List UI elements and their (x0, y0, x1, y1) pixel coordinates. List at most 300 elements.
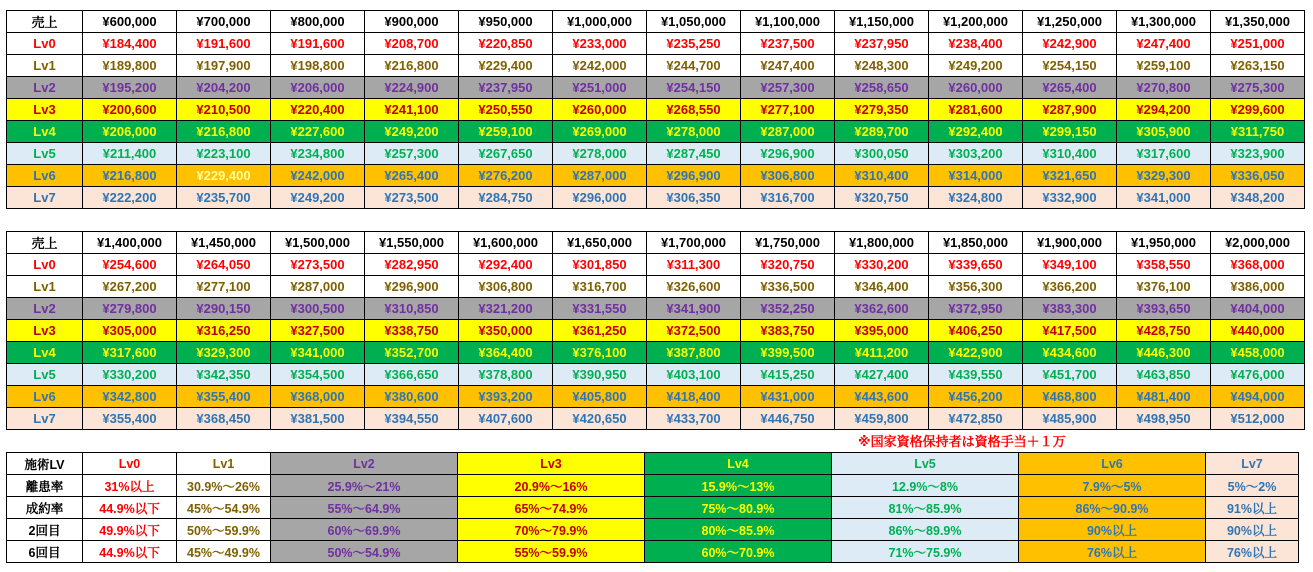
salary-value-cell[interactable]: ¥411,200 (835, 342, 929, 364)
salary-value-cell[interactable]: ¥330,200 (83, 364, 177, 386)
salary-value-cell[interactable]: ¥320,750 (835, 187, 929, 209)
salary-value-cell[interactable]: ¥387,800 (647, 342, 741, 364)
criteria-value-cell[interactable]: 49.9%以下 (83, 519, 177, 541)
sales-amount-cell[interactable]: ¥1,100,000 (741, 11, 835, 33)
criteria-value-cell[interactable]: 90%以上 (1206, 519, 1299, 541)
metric-label-cell[interactable]: 成約率 (7, 497, 83, 519)
salary-value-cell[interactable]: ¥310,400 (1023, 143, 1117, 165)
salary-value-cell[interactable]: ¥440,000 (1211, 320, 1305, 342)
salary-value-cell[interactable]: ¥338,750 (365, 320, 459, 342)
criteria-value-cell[interactable]: 80%〜85.9% (645, 519, 832, 541)
criteria-value-cell[interactable]: 44.9%以下 (83, 541, 177, 563)
header-label-cell[interactable]: 売上 (7, 232, 83, 254)
level-header-cell[interactable]: Lv7 (1206, 453, 1299, 475)
criteria-value-cell[interactable]: 45%〜54.9% (177, 497, 271, 519)
salary-value-cell[interactable]: ¥390,950 (553, 364, 647, 386)
salary-value-cell[interactable]: ¥278,000 (553, 143, 647, 165)
salary-value-cell[interactable]: ¥356,300 (929, 276, 1023, 298)
level-label-cell[interactable]: Lv0 (7, 33, 83, 55)
salary-value-cell[interactable]: ¥422,900 (929, 342, 1023, 364)
level-label-cell[interactable]: Lv2 (7, 298, 83, 320)
criteria-value-cell[interactable]: 20.9%〜16% (458, 475, 645, 497)
salary-value-cell[interactable]: ¥320,750 (741, 254, 835, 276)
criteria-value-cell[interactable]: 5%〜2% (1206, 475, 1299, 497)
salary-value-cell[interactable]: ¥342,800 (83, 386, 177, 408)
salary-value-cell[interactable]: ¥233,000 (553, 33, 647, 55)
salary-value-cell[interactable]: ¥350,000 (459, 320, 553, 342)
sales-amount-cell[interactable]: ¥1,600,000 (459, 232, 553, 254)
criteria-value-cell[interactable]: 44.9%以下 (83, 497, 177, 519)
sales-amount-cell[interactable]: ¥1,300,000 (1117, 11, 1211, 33)
salary-value-cell[interactable]: ¥405,800 (553, 386, 647, 408)
salary-value-cell[interactable]: ¥336,500 (741, 276, 835, 298)
salary-value-cell[interactable]: ¥434,600 (1023, 342, 1117, 364)
salary-value-cell[interactable]: ¥237,950 (459, 77, 553, 99)
salary-value-cell[interactable]: ¥191,600 (177, 33, 271, 55)
salary-value-cell[interactable]: ¥267,650 (459, 143, 553, 165)
criteria-value-cell[interactable]: 31%以上 (83, 475, 177, 497)
salary-value-cell[interactable]: ¥306,800 (459, 276, 553, 298)
criteria-value-cell[interactable]: 86%〜89.9% (832, 519, 1019, 541)
salary-value-cell[interactable]: ¥257,300 (365, 143, 459, 165)
table-row (7, 276, 1305, 298)
salary-value-cell[interactable]: ¥494,000 (1211, 386, 1305, 408)
salary-value-cell[interactable]: ¥352,250 (741, 298, 835, 320)
salary-value-cell[interactable]: ¥264,050 (177, 254, 271, 276)
sales-amount-cell[interactable]: ¥1,900,000 (1023, 232, 1117, 254)
salary-value-cell[interactable]: ¥364,400 (459, 342, 553, 364)
salary-value-cell[interactable]: ¥222,200 (83, 187, 177, 209)
salary-value-cell[interactable]: ¥254,150 (647, 77, 741, 99)
salary-value-cell[interactable]: ¥376,100 (553, 342, 647, 364)
salary-value-cell[interactable]: ¥210,500 (177, 99, 271, 121)
salary-value-cell[interactable]: ¥342,350 (177, 364, 271, 386)
salary-value-cell[interactable]: ¥249,200 (365, 121, 459, 143)
salary-value-cell[interactable]: ¥326,600 (647, 276, 741, 298)
salary-value-cell[interactable]: ¥191,600 (271, 33, 365, 55)
criteria-value-cell[interactable]: 81%〜85.9% (832, 497, 1019, 519)
sales-amount-cell[interactable]: ¥2,000,000 (1211, 232, 1305, 254)
salary-value-cell[interactable]: ¥395,000 (835, 320, 929, 342)
level-header-cell[interactable]: Lv0 (83, 453, 177, 475)
salary-value-cell[interactable]: ¥268,550 (647, 99, 741, 121)
salary-value-cell[interactable]: ¥292,400 (929, 121, 1023, 143)
salary-value-cell[interactable]: ¥349,100 (1023, 254, 1117, 276)
salary-value-cell[interactable]: ¥476,000 (1211, 364, 1305, 386)
level-header-cell[interactable]: Lv3 (458, 453, 645, 475)
salary-value-cell[interactable]: ¥216,800 (365, 55, 459, 77)
salary-value-cell[interactable]: ¥263,150 (1211, 55, 1305, 77)
salary-value-cell[interactable]: ¥247,400 (741, 55, 835, 77)
salary-value-cell[interactable]: ¥211,400 (83, 143, 177, 165)
criteria-value-cell[interactable]: 60%〜70.9% (645, 541, 832, 563)
salary-value-cell[interactable]: ¥372,500 (647, 320, 741, 342)
salary-value-cell[interactable]: ¥355,400 (83, 408, 177, 430)
salary-value-cell[interactable]: ¥329,300 (1117, 165, 1211, 187)
level-header-cell[interactable]: Lv1 (177, 453, 271, 475)
salary-value-cell[interactable]: ¥368,000 (1211, 254, 1305, 276)
salary-value-cell[interactable]: ¥327,500 (271, 320, 365, 342)
sales-amount-cell[interactable]: ¥1,350,000 (1211, 11, 1305, 33)
sales-amount-cell[interactable]: ¥1,850,000 (929, 232, 1023, 254)
salary-value-cell[interactable]: ¥296,900 (647, 165, 741, 187)
level-header-cell[interactable]: Lv5 (832, 453, 1019, 475)
salary-value-cell[interactable]: ¥336,050 (1211, 165, 1305, 187)
salary-value-cell[interactable]: ¥341,000 (1117, 187, 1211, 209)
salary-value-cell[interactable]: ¥294,200 (1117, 99, 1211, 121)
salary-value-cell[interactable]: ¥459,800 (835, 408, 929, 430)
salary-value-cell[interactable]: ¥341,000 (271, 342, 365, 364)
salary-value-cell[interactable]: ¥456,200 (929, 386, 1023, 408)
salary-value-cell[interactable]: ¥206,000 (83, 121, 177, 143)
salary-value-cell[interactable]: ¥418,400 (647, 386, 741, 408)
salary-value-cell[interactable]: ¥321,200 (459, 298, 553, 320)
salary-value-cell[interactable]: ¥376,100 (1117, 276, 1211, 298)
salary-value-cell[interactable]: ¥446,300 (1117, 342, 1211, 364)
salary-value-cell[interactable]: ¥324,800 (929, 187, 1023, 209)
salary-value-cell[interactable]: ¥393,200 (459, 386, 553, 408)
salary-value-cell[interactable]: ¥383,750 (741, 320, 835, 342)
salary-value-cell[interactable]: ¥311,750 (1211, 121, 1305, 143)
salary-value-cell[interactable]: ¥277,100 (177, 276, 271, 298)
metric-label-cell[interactable]: 6回目 (7, 541, 83, 563)
salary-value-cell[interactable]: ¥258,650 (835, 77, 929, 99)
salary-value-cell[interactable]: ¥249,200 (271, 187, 365, 209)
salary-value-cell[interactable]: ¥317,600 (1117, 143, 1211, 165)
salary-value-cell[interactable]: ¥235,250 (647, 33, 741, 55)
salary-value-cell[interactable]: ¥260,000 (929, 77, 1023, 99)
salary-value-cell[interactable]: ¥348,200 (1211, 187, 1305, 209)
salary-value-cell[interactable]: ¥358,550 (1117, 254, 1211, 276)
salary-value-cell[interactable]: ¥316,700 (553, 276, 647, 298)
sales-amount-cell[interactable]: ¥1,750,000 (741, 232, 835, 254)
salary-value-cell[interactable]: ¥296,900 (741, 143, 835, 165)
salary-value-cell[interactable]: ¥330,200 (835, 254, 929, 276)
salary-value-cell[interactable]: ¥362,600 (835, 298, 929, 320)
level-label-cell[interactable]: Lv6 (7, 386, 83, 408)
salary-value-cell[interactable]: ¥287,000 (553, 165, 647, 187)
salary-value-cell[interactable]: ¥451,700 (1023, 364, 1117, 386)
salary-value-cell[interactable]: ¥317,600 (83, 342, 177, 364)
salary-value-cell[interactable]: ¥383,300 (1023, 298, 1117, 320)
salary-value-cell[interactable]: ¥270,800 (1117, 77, 1211, 99)
criteria-value-cell[interactable]: 71%〜75.9% (832, 541, 1019, 563)
header-label-cell[interactable]: 売上 (7, 11, 83, 33)
salary-value-cell[interactable]: ¥198,800 (271, 55, 365, 77)
salary-value-cell[interactable]: ¥287,450 (647, 143, 741, 165)
salary-value-cell[interactable]: ¥257,300 (741, 77, 835, 99)
salary-value-cell[interactable]: ¥249,200 (929, 55, 1023, 77)
salary-value-cell[interactable]: ¥235,700 (177, 187, 271, 209)
salary-value-cell[interactable]: ¥259,100 (459, 121, 553, 143)
salary-value-cell[interactable]: ¥306,350 (647, 187, 741, 209)
salary-value-cell[interactable]: ¥216,800 (177, 121, 271, 143)
sales-amount-cell[interactable]: ¥1,250,000 (1023, 11, 1117, 33)
salary-value-cell[interactable]: ¥287,900 (1023, 99, 1117, 121)
level-label-cell[interactable]: Lv0 (7, 254, 83, 276)
criteria-value-cell[interactable]: 75%〜80.9% (645, 497, 832, 519)
salary-value-cell[interactable]: ¥481,400 (1117, 386, 1211, 408)
criteria-value-cell[interactable]: 12.9%〜8% (832, 475, 1019, 497)
salary-value-cell[interactable]: ¥366,200 (1023, 276, 1117, 298)
salary-value-cell[interactable]: ¥241,100 (365, 99, 459, 121)
salary-value-cell[interactable]: ¥250,550 (459, 99, 553, 121)
salary-value-cell[interactable]: ¥292,400 (459, 254, 553, 276)
salary-value-cell[interactable]: ¥184,400 (83, 33, 177, 55)
salary-value-cell[interactable]: ¥420,650 (553, 408, 647, 430)
sales-amount-cell[interactable]: ¥1,950,000 (1117, 232, 1211, 254)
salary-value-cell[interactable]: ¥284,750 (459, 187, 553, 209)
salary-value-cell[interactable]: ¥242,000 (271, 165, 365, 187)
salary-value-cell[interactable]: ¥254,150 (1023, 55, 1117, 77)
salary-value-cell[interactable]: ¥323,900 (1211, 143, 1305, 165)
salary-value-cell[interactable]: ¥468,800 (1023, 386, 1117, 408)
criteria-value-cell[interactable]: 30.9%〜26% (177, 475, 271, 497)
salary-value-cell[interactable]: ¥310,850 (365, 298, 459, 320)
salary-value-cell[interactable]: ¥463,850 (1117, 364, 1211, 386)
salary-value-cell[interactable]: ¥372,950 (929, 298, 1023, 320)
salary-value-cell[interactable]: ¥248,300 (835, 55, 929, 77)
salary-value-cell[interactable]: ¥277,100 (741, 99, 835, 121)
salary-value-cell[interactable]: ¥279,800 (83, 298, 177, 320)
salary-value-cell[interactable]: ¥200,600 (83, 99, 177, 121)
sales-amount-cell[interactable]: ¥1,550,000 (365, 232, 459, 254)
criteria-value-cell[interactable]: 15.9%〜13% (645, 475, 832, 497)
level-label-cell[interactable]: Lv1 (7, 276, 83, 298)
sales-amount-cell[interactable]: ¥1,800,000 (835, 232, 929, 254)
salary-value-cell[interactable]: ¥244,700 (647, 55, 741, 77)
salary-value-cell[interactable]: ¥216,800 (83, 165, 177, 187)
level-label-cell[interactable]: Lv5 (7, 364, 83, 386)
criteria-value-cell[interactable]: 50%〜54.9% (271, 541, 458, 563)
criteria-value-cell[interactable]: 86%〜90.9% (1019, 497, 1206, 519)
salary-value-cell[interactable]: ¥427,400 (835, 364, 929, 386)
salary-value-cell[interactable]: ¥290,150 (177, 298, 271, 320)
salary-value-cell[interactable]: ¥355,400 (177, 386, 271, 408)
salary-value-cell[interactable]: ¥289,700 (835, 121, 929, 143)
salary-value-cell[interactable]: ¥399,500 (741, 342, 835, 364)
sales-amount-cell[interactable]: ¥1,400,000 (83, 232, 177, 254)
salary-value-cell[interactable]: ¥208,700 (365, 33, 459, 55)
metric-label-cell[interactable]: 離患率 (7, 475, 83, 497)
level-label-cell[interactable]: Lv7 (7, 187, 83, 209)
criteria-value-cell[interactable]: 7.9%〜5% (1019, 475, 1206, 497)
salary-value-cell[interactable]: ¥299,600 (1211, 99, 1305, 121)
salary-table-2 (6, 231, 1305, 430)
salary-value-cell[interactable]: ¥498,950 (1117, 408, 1211, 430)
salary-value-cell[interactable]: ¥195,200 (83, 77, 177, 99)
criteria-value-cell[interactable]: 55%〜64.9% (271, 497, 458, 519)
level-label-cell[interactable]: Lv1 (7, 55, 83, 77)
salary-value-cell[interactable]: ¥300,500 (271, 298, 365, 320)
sales-amount-cell[interactable]: ¥1,050,000 (647, 11, 741, 33)
salary-value-cell[interactable]: ¥223,100 (177, 143, 271, 165)
salary-value-cell[interactable]: ¥314,000 (929, 165, 1023, 187)
salary-value-cell[interactable]: ¥189,800 (83, 55, 177, 77)
salary-value-cell[interactable]: ¥341,900 (647, 298, 741, 320)
salary-value-cell[interactable]: ¥407,600 (459, 408, 553, 430)
sales-amount-cell[interactable]: ¥900,000 (365, 11, 459, 33)
level-label-cell[interactable]: Lv4 (7, 342, 83, 364)
salary-value-cell[interactable]: ¥403,100 (647, 364, 741, 386)
salary-value-cell[interactable]: ¥306,800 (741, 165, 835, 187)
salary-value-cell[interactable]: ¥242,000 (553, 55, 647, 77)
salary-value-cell[interactable]: ¥287,000 (271, 276, 365, 298)
salary-value-cell[interactable]: ¥273,500 (365, 187, 459, 209)
sales-amount-cell[interactable]: ¥1,700,000 (647, 232, 741, 254)
salary-value-cell[interactable]: ¥197,900 (177, 55, 271, 77)
salary-value-cell[interactable]: ¥310,400 (835, 165, 929, 187)
criteria-value-cell[interactable]: 91%以上 (1206, 497, 1299, 519)
salary-value-cell[interactable]: ¥234,800 (271, 143, 365, 165)
salary-value-cell[interactable]: ¥220,850 (459, 33, 553, 55)
salary-value-cell[interactable]: ¥279,350 (835, 99, 929, 121)
sales-amount-cell[interactable]: ¥1,000,000 (553, 11, 647, 33)
salary-value-cell[interactable]: ¥485,900 (1023, 408, 1117, 430)
salary-value-cell[interactable]: ¥300,050 (835, 143, 929, 165)
criteria-value-cell[interactable]: 45%〜49.9% (177, 541, 271, 563)
salary-value-cell[interactable]: ¥378,800 (459, 364, 553, 386)
criteria-value-cell[interactable]: 90%以上 (1019, 519, 1206, 541)
salary-value-cell[interactable]: ¥346,400 (835, 276, 929, 298)
salary-value-cell[interactable]: ¥276,200 (459, 165, 553, 187)
salary-value-cell[interactable]: ¥458,000 (1211, 342, 1305, 364)
salary-value-cell[interactable]: ¥331,550 (553, 298, 647, 320)
salary-value-cell[interactable]: ¥415,250 (741, 364, 835, 386)
level-label-cell[interactable]: Lv4 (7, 121, 83, 143)
header-label-cell[interactable]: 施術LV (7, 453, 83, 475)
salary-value-cell[interactable]: ¥303,200 (929, 143, 1023, 165)
salary-value-cell[interactable]: ¥329,300 (177, 342, 271, 364)
salary-value-cell[interactable]: ¥366,650 (365, 364, 459, 386)
criteria-value-cell[interactable]: 25.9%〜21% (271, 475, 458, 497)
level-header-cell[interactable]: Lv4 (645, 453, 832, 475)
salary-value-cell[interactable]: ¥229,400 (459, 55, 553, 77)
level-header-cell[interactable]: Lv2 (271, 453, 458, 475)
salary-value-cell[interactable]: ¥446,750 (741, 408, 835, 430)
salary-value-cell[interactable]: ¥296,900 (365, 276, 459, 298)
salary-value-cell[interactable]: ¥352,700 (365, 342, 459, 364)
salary-value-cell[interactable]: ¥512,000 (1211, 408, 1305, 430)
sales-amount-cell[interactable]: ¥1,200,000 (929, 11, 1023, 33)
salary-value-cell[interactable]: ¥428,750 (1117, 320, 1211, 342)
salary-value-cell[interactable]: ¥301,850 (553, 254, 647, 276)
salary-value-cell[interactable]: ¥296,000 (553, 187, 647, 209)
sales-amount-cell[interactable]: ¥700,000 (177, 11, 271, 33)
level-label-cell[interactable]: Lv7 (7, 408, 83, 430)
criteria-value-cell[interactable]: 70%〜79.9% (458, 519, 645, 541)
salary-value-cell[interactable]: ¥251,000 (553, 77, 647, 99)
criteria-value-cell[interactable]: 76%以上 (1019, 541, 1206, 563)
salary-value-cell[interactable]: ¥368,000 (271, 386, 365, 408)
salary-value-cell[interactable]: ¥220,400 (271, 99, 365, 121)
criteria-value-cell[interactable]: 55%〜59.9% (458, 541, 645, 563)
sales-amount-cell[interactable]: ¥1,150,000 (835, 11, 929, 33)
salary-value-cell[interactable]: ¥267,200 (83, 276, 177, 298)
salary-value-cell[interactable]: ¥269,000 (553, 121, 647, 143)
level-label-cell[interactable]: Lv3 (7, 320, 83, 342)
criteria-value-cell[interactable]: 50%〜59.9% (177, 519, 271, 541)
sales-amount-cell[interactable]: ¥1,500,000 (271, 232, 365, 254)
sales-amount-cell[interactable]: ¥1,650,000 (553, 232, 647, 254)
salary-value-cell[interactable]: ¥287,000 (741, 121, 835, 143)
salary-value-cell[interactable]: ¥227,600 (271, 121, 365, 143)
salary-value-cell[interactable]: ¥282,950 (365, 254, 459, 276)
salary-value-cell[interactable]: ¥275,300 (1211, 77, 1305, 99)
salary-value-cell[interactable]: ¥394,550 (365, 408, 459, 430)
salary-value-cell[interactable]: ¥406,250 (929, 320, 1023, 342)
salary-value-cell[interactable]: ¥443,600 (835, 386, 929, 408)
salary-value-cell[interactable]: ¥311,300 (647, 254, 741, 276)
salary-value-cell[interactable]: ¥417,500 (1023, 320, 1117, 342)
salary-value-cell[interactable]: ¥354,500 (271, 364, 365, 386)
salary-value-cell[interactable]: ¥439,550 (929, 364, 1023, 386)
salary-value-cell[interactable]: ¥305,900 (1117, 121, 1211, 143)
sales-amount-cell[interactable]: ¥950,000 (459, 11, 553, 33)
salary-value-cell[interactable]: ¥316,700 (741, 187, 835, 209)
level-label-cell[interactable]: Lv2 (7, 77, 83, 99)
salary-value-cell[interactable]: ¥265,400 (365, 165, 459, 187)
salary-value-cell[interactable]: ¥380,600 (365, 386, 459, 408)
salary-value-cell[interactable]: ¥247,400 (1117, 33, 1211, 55)
salary-value-cell[interactable]: ¥299,150 (1023, 121, 1117, 143)
salary-value-cell[interactable]: ¥237,950 (835, 33, 929, 55)
salary-value-cell[interactable]: ¥433,700 (647, 408, 741, 430)
salary-value-cell[interactable]: ¥368,450 (177, 408, 271, 430)
salary-value-cell[interactable]: ¥242,900 (1023, 33, 1117, 55)
salary-value-cell[interactable]: ¥339,650 (929, 254, 1023, 276)
salary-value-cell[interactable]: ¥361,250 (553, 320, 647, 342)
salary-value-cell[interactable]: ¥273,500 (271, 254, 365, 276)
salary-value-cell[interactable]: ¥386,000 (1211, 276, 1305, 298)
sales-amount-cell[interactable]: ¥600,000 (83, 11, 177, 33)
salary-value-cell[interactable]: ¥316,250 (177, 320, 271, 342)
level-header-cell[interactable]: Lv6 (1019, 453, 1206, 475)
salary-value-cell[interactable]: ¥305,000 (83, 320, 177, 342)
salary-value-cell[interactable]: ¥281,600 (929, 99, 1023, 121)
salary-value-cell[interactable]: ¥260,000 (553, 99, 647, 121)
salary-value-cell[interactable]: ¥321,650 (1023, 165, 1117, 187)
table-row (7, 187, 1305, 209)
salary-value-cell[interactable]: ¥381,500 (271, 408, 365, 430)
salary-value-cell[interactable]: ¥204,200 (177, 77, 271, 99)
sales-amount-cell[interactable]: ¥800,000 (271, 11, 365, 33)
salary-value-cell[interactable]: ¥238,400 (929, 33, 1023, 55)
criteria-value-cell[interactable]: 60%〜69.9% (271, 519, 458, 541)
level-label-cell[interactable]: Lv6 (7, 165, 83, 187)
salary-value-cell[interactable]: ¥472,850 (929, 408, 1023, 430)
metric-label-cell[interactable]: 2回目 (7, 519, 83, 541)
salary-value-cell[interactable]: ¥259,100 (1117, 55, 1211, 77)
salary-value-cell[interactable]: ¥393,650 (1117, 298, 1211, 320)
level-label-cell[interactable]: Lv5 (7, 143, 83, 165)
sales-amount-cell[interactable]: ¥1,450,000 (177, 232, 271, 254)
criteria-value-cell[interactable]: 76%以上 (1206, 541, 1299, 563)
salary-value-cell[interactable]: ¥431,000 (741, 386, 835, 408)
salary-value-cell[interactable]: ¥404,000 (1211, 298, 1305, 320)
criteria-value-cell[interactable]: 65%〜74.9% (458, 497, 645, 519)
salary-value-cell[interactable]: ¥265,400 (1023, 77, 1117, 99)
salary-value-cell[interactable]: ¥251,000 (1211, 33, 1305, 55)
salary-value-cell[interactable]: ¥278,000 (647, 121, 741, 143)
salary-value-cell[interactable]: ¥229,400 (177, 165, 271, 187)
level-label-cell[interactable]: Lv3 (7, 99, 83, 121)
salary-value-cell[interactable]: ¥237,500 (741, 33, 835, 55)
salary-value-cell[interactable]: ¥332,900 (1023, 187, 1117, 209)
salary-value-cell[interactable]: ¥224,900 (365, 77, 459, 99)
salary-value-cell[interactable]: ¥254,600 (83, 254, 177, 276)
salary-value-cell[interactable]: ¥206,000 (271, 77, 365, 99)
